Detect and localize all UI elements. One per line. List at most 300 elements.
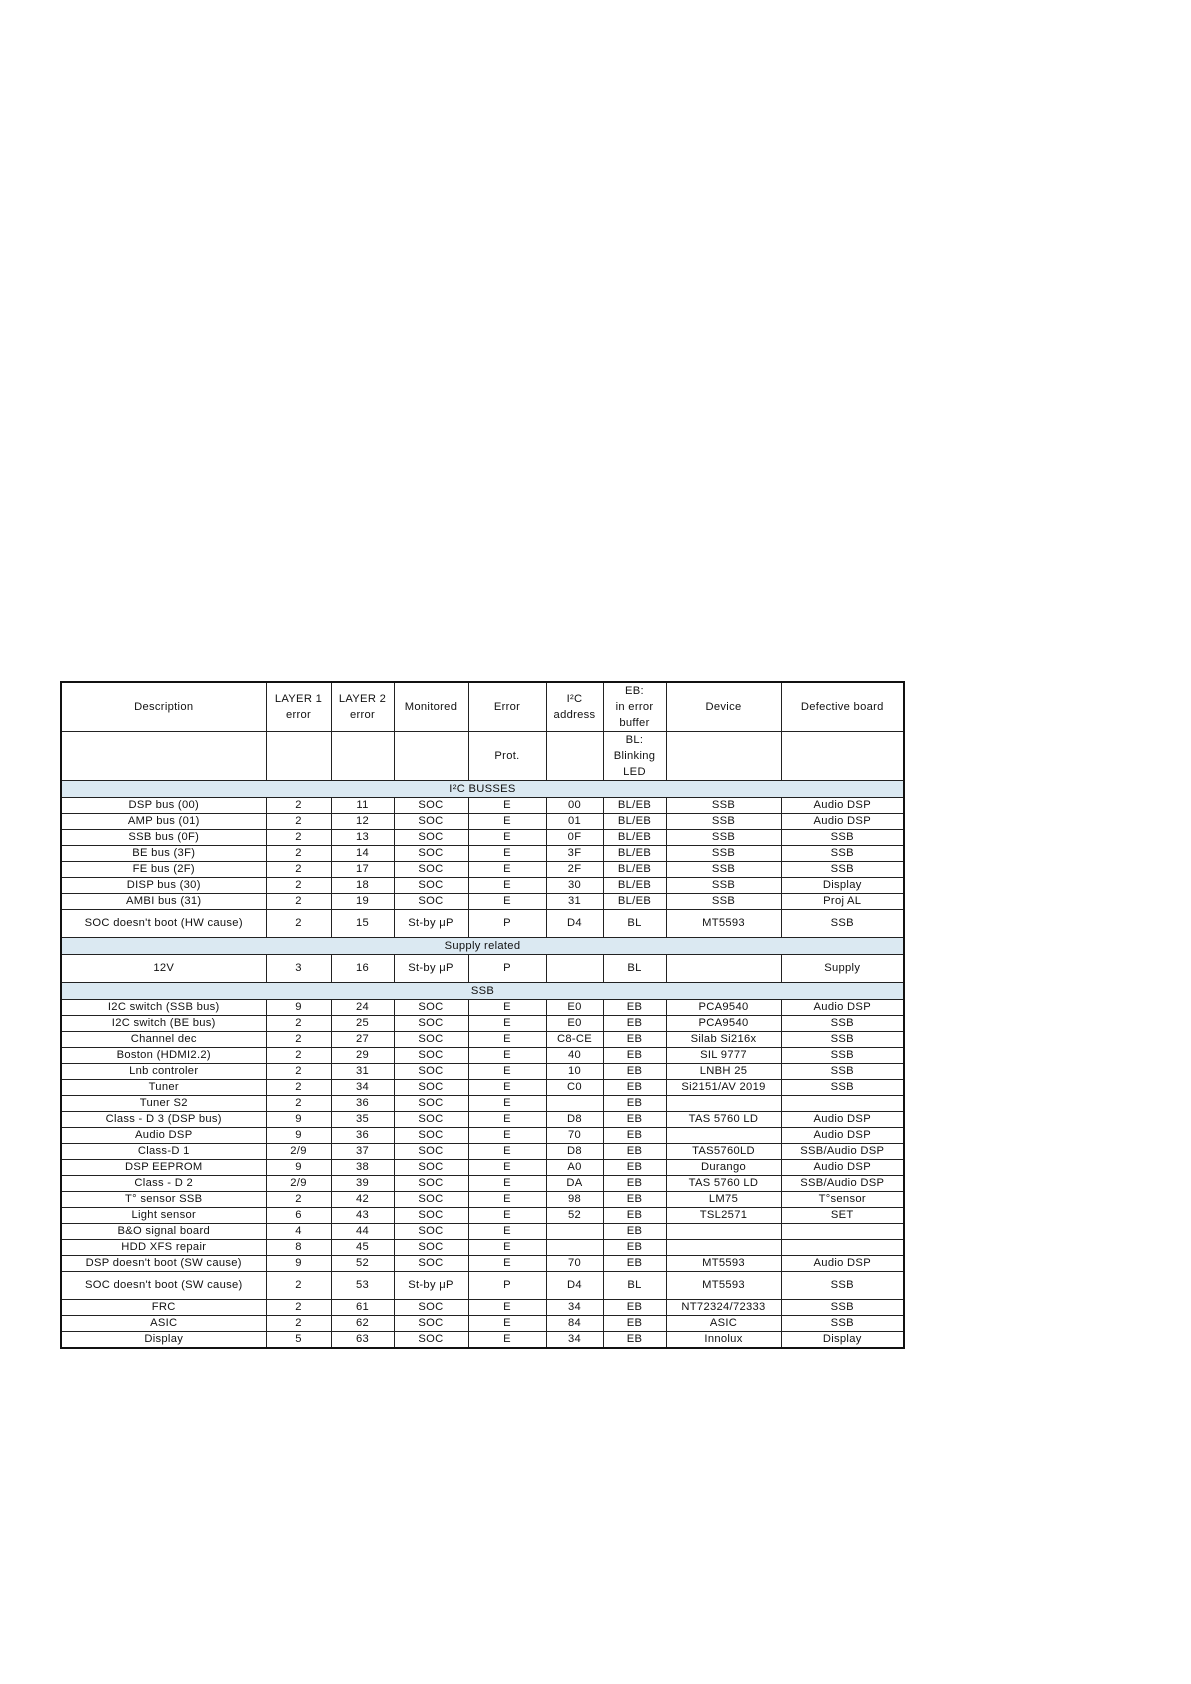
table-cell: E	[468, 1240, 546, 1256]
table-row	[61, 1112, 904, 1128]
table-cell: BE bus (3F)	[61, 846, 266, 862]
table-cell	[781, 1224, 904, 1240]
table-row	[61, 1176, 904, 1192]
table-cell: E	[468, 830, 546, 846]
table-cell: Boston (HDMI2.2)	[61, 1048, 266, 1064]
table-cell: Class-D 1	[61, 1144, 266, 1160]
table-cell: EB	[603, 1112, 666, 1128]
table-cell: 44	[331, 1224, 394, 1240]
table-cell: 17	[331, 862, 394, 878]
table-cell: Audio DSP	[781, 798, 904, 814]
col-error	[468, 682, 546, 732]
table-cell: SOC	[394, 846, 468, 862]
table-cell: MT5593	[666, 1272, 781, 1300]
table-cell: St-by μP	[394, 910, 468, 938]
table-row	[61, 798, 904, 814]
table-cell: 2	[266, 1048, 331, 1064]
table-cell: E	[468, 814, 546, 830]
table-cell: Innolux	[666, 1332, 781, 1349]
table-cell: TAS 5760 LD	[666, 1112, 781, 1128]
table-cell: E0	[546, 1016, 603, 1032]
table-cell: Supply	[781, 955, 904, 983]
table-cell: 52	[546, 1208, 603, 1224]
table-cell: E	[468, 894, 546, 910]
table-body	[61, 781, 904, 1349]
table-row	[61, 1256, 904, 1272]
table-row	[61, 1048, 904, 1064]
table-cell: SSB	[781, 1032, 904, 1048]
table-cell: Si2151/AV 2019	[666, 1080, 781, 1096]
table-cell: E	[468, 1332, 546, 1349]
table-cell: SOC	[394, 1128, 468, 1144]
header-cell-1	[266, 732, 331, 781]
header-row-1	[61, 682, 904, 732]
table-cell: SOC	[394, 1208, 468, 1224]
table-cell: T°sensor	[781, 1192, 904, 1208]
col-i2c-address	[546, 682, 603, 732]
table-cell: E	[468, 1176, 546, 1192]
table-cell: ASIC	[666, 1316, 781, 1332]
table-cell: E	[468, 1000, 546, 1016]
table-cell: P	[468, 910, 546, 938]
table-cell: EB	[603, 1240, 666, 1256]
table-cell: Durango	[666, 1160, 781, 1176]
table-cell: EB	[603, 1144, 666, 1160]
table-cell: E	[468, 1080, 546, 1096]
table-cell: E	[468, 1064, 546, 1080]
table-cell: SOC	[394, 894, 468, 910]
table-row	[61, 1144, 904, 1160]
table-cell: 62	[331, 1316, 394, 1332]
table-cell: E	[468, 1192, 546, 1208]
table-cell: 98	[546, 1192, 603, 1208]
table-cell: DA	[546, 1176, 603, 1192]
header-text: EB:	[625, 685, 644, 697]
table-cell: 35	[331, 1112, 394, 1128]
table-cell: E	[468, 1128, 546, 1144]
section-header-row	[61, 781, 904, 798]
table-cell: FE bus (2F)	[61, 862, 266, 878]
table-cell: Audio DSP	[781, 1000, 904, 1016]
table-cell: 45	[331, 1240, 394, 1256]
header-cell-7	[666, 732, 781, 781]
header-text: Blinking	[613, 750, 656, 762]
table-cell: Display	[781, 878, 904, 894]
table-cell: Audio DSP	[781, 814, 904, 830]
table-cell: E	[468, 1300, 546, 1316]
table-cell: EB	[603, 1000, 666, 1016]
table-cell: SOC	[394, 1032, 468, 1048]
table-cell: Silab Si216x	[666, 1032, 781, 1048]
table-row	[61, 894, 904, 910]
table-cell: 8	[266, 1240, 331, 1256]
table-cell	[546, 1224, 603, 1240]
table-cell: Lnb controler	[61, 1064, 266, 1080]
table-cell: 2	[266, 1016, 331, 1032]
table-cell: Tuner S2	[61, 1096, 266, 1112]
table-cell: E	[468, 1160, 546, 1176]
table-cell: SOC	[394, 1224, 468, 1240]
header-text: Monitored	[404, 701, 458, 713]
table-row	[61, 1272, 904, 1300]
table-cell: SET	[781, 1208, 904, 1224]
table-cell: SOC	[394, 1048, 468, 1064]
header-text: LED	[623, 766, 646, 778]
table-cell: EB	[603, 1128, 666, 1144]
table-cell: E	[468, 862, 546, 878]
table-cell: E	[468, 1112, 546, 1128]
table-cell: EB	[603, 1096, 666, 1112]
table-cell: MT5593	[666, 1256, 781, 1272]
table-cell: D4	[546, 1272, 603, 1300]
table-row	[61, 1016, 904, 1032]
table-cell: SSB/Audio DSP	[781, 1144, 904, 1160]
table-cell: 12V	[61, 955, 266, 983]
table-cell: SSB	[666, 894, 781, 910]
table-cell: A0	[546, 1160, 603, 1176]
table-cell: E	[468, 846, 546, 862]
error-code-table	[60, 681, 905, 1349]
table-cell: SOC	[394, 878, 468, 894]
table-cell: 24	[331, 1000, 394, 1016]
table-row	[61, 1300, 904, 1316]
table-cell: 2	[266, 1316, 331, 1332]
header-text: error	[285, 709, 312, 721]
table-cell: 11	[331, 798, 394, 814]
table-cell: LM75	[666, 1192, 781, 1208]
table-cell: P	[468, 955, 546, 983]
table-cell	[781, 1240, 904, 1256]
header-text: Device	[705, 701, 742, 713]
table-cell: 63	[331, 1332, 394, 1349]
table-row	[61, 862, 904, 878]
table-cell: EB	[603, 1176, 666, 1192]
table-cell: Audio DSP	[781, 1256, 904, 1272]
table-cell: 2	[266, 798, 331, 814]
table-cell: E	[468, 1316, 546, 1332]
table-cell: EB	[603, 1192, 666, 1208]
table-cell: 2	[266, 846, 331, 862]
table-cell: SOC	[394, 1064, 468, 1080]
table-cell: 9	[266, 1128, 331, 1144]
header-cell-4	[468, 732, 546, 781]
table-cell: 52	[331, 1256, 394, 1272]
table-cell: SSB	[666, 878, 781, 894]
table-cell: D8	[546, 1112, 603, 1128]
table-cell: Display	[61, 1332, 266, 1349]
table-cell: TSL2571	[666, 1208, 781, 1224]
table-cell: SOC	[394, 1192, 468, 1208]
table-cell: SOC	[394, 798, 468, 814]
section-title: SSB	[61, 983, 904, 1000]
col-eb	[603, 682, 666, 732]
table-cell: 34	[331, 1080, 394, 1096]
table-cell	[666, 1224, 781, 1240]
table-cell: PCA9540	[666, 1000, 781, 1016]
table-row	[61, 910, 904, 938]
table-cell: 70	[546, 1256, 603, 1272]
table-row	[61, 1316, 904, 1332]
table-cell: E	[468, 1144, 546, 1160]
table-cell: 34	[546, 1332, 603, 1349]
table-cell: SOC doesn't boot (SW cause)	[61, 1272, 266, 1300]
table-cell: BL/EB	[603, 862, 666, 878]
table-cell: 2	[266, 862, 331, 878]
table-cell: BL/EB	[603, 846, 666, 862]
table-cell: SSB	[781, 1316, 904, 1332]
table-cell: 2	[266, 910, 331, 938]
table-cell: SOC	[394, 1240, 468, 1256]
table-row	[61, 878, 904, 894]
table-cell: E	[468, 798, 546, 814]
table-cell: 18	[331, 878, 394, 894]
table-cell: 31	[546, 894, 603, 910]
header-text: in error	[615, 701, 654, 713]
table-cell: E	[468, 1016, 546, 1032]
table-cell: EB	[603, 1256, 666, 1272]
table-cell: EB	[603, 1332, 666, 1349]
table-cell: 2	[266, 1096, 331, 1112]
table-cell: 2	[266, 894, 331, 910]
table-cell: 9	[266, 1000, 331, 1016]
table-cell: I2C switch (SSB bus)	[61, 1000, 266, 1016]
table-cell: E	[468, 1048, 546, 1064]
table-cell: EB	[603, 1224, 666, 1240]
table-cell: 84	[546, 1316, 603, 1332]
table-cell: E	[468, 1208, 546, 1224]
table-cell: EB	[603, 1048, 666, 1064]
table-cell: 3F	[546, 846, 603, 862]
table-cell: 4	[266, 1224, 331, 1240]
table-cell: DSP EEPROM	[61, 1160, 266, 1176]
table-cell: 39	[331, 1176, 394, 1192]
header-text: error	[349, 709, 376, 721]
table-cell: EB	[603, 1080, 666, 1096]
table-cell: SSB/Audio DSP	[781, 1176, 904, 1192]
table-cell: 61	[331, 1300, 394, 1316]
table-cell: SOC	[394, 1016, 468, 1032]
header-text: I²C	[566, 693, 583, 705]
col-layer2	[331, 682, 394, 732]
table-cell: BL	[603, 1272, 666, 1300]
table-cell: SSB	[781, 1064, 904, 1080]
table-cell: 30	[546, 878, 603, 894]
table-cell: SOC	[394, 830, 468, 846]
table-cell: D8	[546, 1144, 603, 1160]
table-cell: SSB	[781, 862, 904, 878]
table-cell: SSB	[781, 1016, 904, 1032]
table-cell: 36	[331, 1128, 394, 1144]
table-cell: SSB	[781, 846, 904, 862]
table-cell: SSB	[781, 910, 904, 938]
table-cell: EB	[603, 1316, 666, 1332]
table-cell: 2	[266, 1064, 331, 1080]
table-cell: SIL 9777	[666, 1048, 781, 1064]
table-cell: BL	[603, 910, 666, 938]
table-cell: 40	[546, 1048, 603, 1064]
table-cell: 36	[331, 1096, 394, 1112]
table-cell: 13	[331, 830, 394, 846]
table-cell: St-by μP	[394, 955, 468, 983]
table-cell: SSB	[781, 1080, 904, 1096]
table-cell: E	[468, 1256, 546, 1272]
table-header	[61, 682, 904, 781]
table-cell: E	[468, 1224, 546, 1240]
table-cell: Audio DSP	[781, 1128, 904, 1144]
table-cell: SOC	[394, 1096, 468, 1112]
table-cell: SSB	[666, 846, 781, 862]
table-cell: 10	[546, 1064, 603, 1080]
table-cell: DSP bus (00)	[61, 798, 266, 814]
table-cell: SOC	[394, 1000, 468, 1016]
table-row	[61, 1332, 904, 1349]
table-cell: BL/EB	[603, 894, 666, 910]
col-layer1	[266, 682, 331, 732]
table-cell: Class - D 2	[61, 1176, 266, 1192]
table-row	[61, 1240, 904, 1256]
table-cell: TAS 5760 LD	[666, 1176, 781, 1192]
table-cell: DSP doesn't boot (SW cause)	[61, 1256, 266, 1272]
table-cell: Display	[781, 1332, 904, 1349]
table-cell: SSB	[666, 862, 781, 878]
table-cell: 27	[331, 1032, 394, 1048]
table-cell: EB	[603, 1160, 666, 1176]
header-cell-3	[394, 732, 468, 781]
table-cell	[666, 1240, 781, 1256]
table-cell: SOC	[394, 1176, 468, 1192]
table-cell: 2	[266, 1300, 331, 1316]
table-row	[61, 814, 904, 830]
table-cell: BL/EB	[603, 798, 666, 814]
table-cell: BL	[603, 955, 666, 983]
table-cell: Tuner	[61, 1080, 266, 1096]
table-cell: SSB	[666, 798, 781, 814]
table-row	[61, 1224, 904, 1240]
col-description	[61, 682, 266, 732]
table-cell: 00	[546, 798, 603, 814]
header-cell-2	[331, 732, 394, 781]
table-cell: 2	[266, 1192, 331, 1208]
table-cell: 5	[266, 1332, 331, 1349]
table-cell	[781, 1096, 904, 1112]
header-text: Prot.	[494, 750, 520, 762]
table-cell: 9	[266, 1160, 331, 1176]
table-cell: SOC	[394, 1080, 468, 1096]
table-cell: 15	[331, 910, 394, 938]
header-cell-0	[61, 732, 266, 781]
table-cell: 25	[331, 1016, 394, 1032]
table-cell: BL/EB	[603, 878, 666, 894]
table-cell: Audio DSP	[781, 1160, 904, 1176]
table-row	[61, 1192, 904, 1208]
table-cell: SSB	[666, 814, 781, 830]
header-text: LAYER 1	[274, 693, 323, 705]
header-cell-5	[546, 732, 603, 781]
table-cell: AMBI bus (31)	[61, 894, 266, 910]
table-cell: EB	[603, 1032, 666, 1048]
section-header-row	[61, 983, 904, 1000]
table-cell: SSB	[666, 830, 781, 846]
section-title: I²C BUSSES	[61, 781, 904, 798]
table-cell: B&O signal board	[61, 1224, 266, 1240]
table-cell: 2	[266, 878, 331, 894]
table-cell: 9	[266, 1256, 331, 1272]
table-cell: BL/EB	[603, 814, 666, 830]
table-cell: 12	[331, 814, 394, 830]
table-cell: 43	[331, 1208, 394, 1224]
table-cell: 42	[331, 1192, 394, 1208]
table-cell: E	[468, 878, 546, 894]
table-cell: P	[468, 1272, 546, 1300]
table-cell: SSB	[781, 1300, 904, 1316]
table-cell	[666, 1128, 781, 1144]
table-cell: SOC	[394, 1160, 468, 1176]
table-cell: 34	[546, 1300, 603, 1316]
table-cell: 3	[266, 955, 331, 983]
table-cell: Channel dec	[61, 1032, 266, 1048]
table-cell: T° sensor SSB	[61, 1192, 266, 1208]
header-text: buffer	[619, 717, 650, 729]
table-row	[61, 1064, 904, 1080]
table-cell: 2/9	[266, 1176, 331, 1192]
table-cell: FRC	[61, 1300, 266, 1316]
table-cell: EB	[603, 1300, 666, 1316]
table-cell: 01	[546, 814, 603, 830]
table-cell: Audio DSP	[61, 1128, 266, 1144]
section-title: Supply related	[61, 938, 904, 955]
table-row	[61, 1032, 904, 1048]
table-cell: EB	[603, 1016, 666, 1032]
table-cell: 0F	[546, 830, 603, 846]
header-cell-6	[603, 732, 666, 781]
table-cell: ASIC	[61, 1316, 266, 1332]
table-cell: 53	[331, 1272, 394, 1300]
col-defective-board	[781, 682, 904, 732]
table-row	[61, 1128, 904, 1144]
table-cell: 14	[331, 846, 394, 862]
table-row	[61, 830, 904, 846]
table-cell: E	[468, 1096, 546, 1112]
header-text: address	[553, 709, 596, 721]
header-row-2	[61, 732, 904, 781]
table-cell: 2	[266, 1080, 331, 1096]
header-text: BL:	[625, 734, 644, 746]
table-cell	[546, 955, 603, 983]
section-header-row	[61, 938, 904, 955]
table-cell: PCA9540	[666, 1016, 781, 1032]
table-cell: C0	[546, 1080, 603, 1096]
table-cell: EB	[603, 1208, 666, 1224]
table-cell: LNBH 25	[666, 1064, 781, 1080]
header-text: Description	[134, 701, 194, 713]
table-cell: 29	[331, 1048, 394, 1064]
table-cell: BL/EB	[603, 830, 666, 846]
table-cell: 2/9	[266, 1144, 331, 1160]
table-cell: 9	[266, 1112, 331, 1128]
table-cell: HDD XFS repair	[61, 1240, 266, 1256]
table-cell: TAS5760LD	[666, 1144, 781, 1160]
table-cell	[546, 1240, 603, 1256]
header-cell-8	[781, 732, 904, 781]
table-cell: SOC doesn't boot (HW cause)	[61, 910, 266, 938]
table-cell: 2	[266, 830, 331, 846]
table-row	[61, 846, 904, 862]
table-cell: 38	[331, 1160, 394, 1176]
table-cell: MT5593	[666, 910, 781, 938]
table-cell: 16	[331, 955, 394, 983]
table-cell: DISP bus (30)	[61, 878, 266, 894]
col-device	[666, 682, 781, 732]
